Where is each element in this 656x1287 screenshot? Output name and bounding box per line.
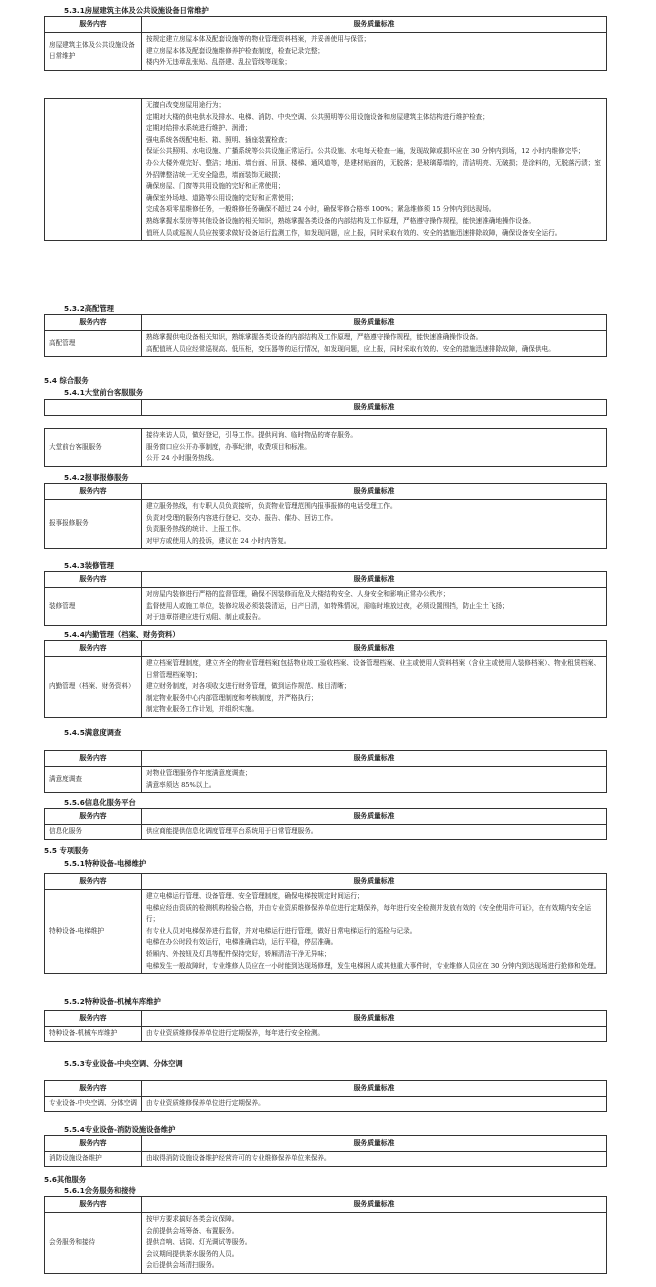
table-5-4-1 <box>44 399 607 416</box>
row-standard <box>142 825 607 840</box>
standard-line: 确保房屋、门窗等共用设施的完好和正常使用； <box>146 182 285 191</box>
standard-line: 服务窗口应公开办事制度，办事纪律，收费项目和标准。 <box>146 442 311 451</box>
table-header-row <box>45 809 607 825</box>
table-row <box>45 331 607 357</box>
row-standard <box>142 1213 607 1274</box>
standard-line: 电梯应经由资质的检测机构检验合格，并由专业资质维修保养单位进行定期保养，每年进行安全检测并发放有效的《安全使用许可证》，在有效期内安全运行； <box>146 903 592 924</box>
standard-line: 楼内外无违章乱张贴、乱搭建、乱拉管线等现象； <box>146 58 292 67</box>
standard-line: 公开 24 小时服务热线。 <box>146 454 218 463</box>
section-heading-5-4-5: 5.4.5满意度调查 <box>64 728 122 737</box>
header-service-content: 服务内容 <box>45 751 142 767</box>
table-row <box>45 1027 607 1042</box>
standard-line: 确保室外场地、道路等公用设施的完好和正常使用； <box>146 193 298 202</box>
header-service-content: 服务内容 <box>45 17 142 33</box>
row-label: 消防设施设备维护 <box>45 1152 142 1167</box>
table-row <box>45 1213 607 1274</box>
section-heading-5-4-4: 5.4.4内勤管理（档案、财务资料） <box>64 630 180 639</box>
section-heading-5-4-1: 5.4.1大堂前台客服服务 <box>64 388 144 397</box>
header-service-content <box>45 400 142 416</box>
table-5-5-3 <box>44 1080 607 1112</box>
standard-line: 会前提供会场筹备、布置服务。 <box>146 1226 239 1235</box>
header-service-standard: 服务质量标准 <box>142 315 607 331</box>
standard-line: 熟练掌握供电设备相关知识，熟练掌握各类设备的内部结构及工作原理，严格遵守操作规程，能快速准确操作设备。 <box>146 333 483 341</box>
header-service-content: 服务内容 <box>45 874 142 890</box>
section-heading-5-6-1: 5.6.1会务服务和接待 <box>64 1186 136 1195</box>
section-heading-5-3-2: 5.3.2高配管理 <box>64 304 114 313</box>
table-row <box>45 767 607 793</box>
row-label: 特种设备-电梯维护 <box>45 890 142 974</box>
row-label: 内勤管理（档案、财务资料） <box>45 657 142 718</box>
standard-line: 建立服务热线，有专职人员负责接听，负责物业管理范围内报事报修的电话受理工作。 <box>146 502 397 510</box>
standard-line: 建立电梯运行管理、设备管理、安全管理制度，确保电梯按规定时间运行； <box>146 892 364 900</box>
section-heading-5-5-3: 5.5.3专业设备-中央空调、分体空调 <box>64 1059 183 1068</box>
row-standard <box>142 331 607 357</box>
row-standard <box>142 33 607 71</box>
header-service-standard: 服务质量标准 <box>142 874 607 890</box>
row-standard <box>142 1152 607 1167</box>
standard-line: 由取得消防设施设备维护经营许可的专业维修保养单位来保养。 <box>146 1154 331 1162</box>
standard-line: 无擅自改变房屋用途行为； <box>146 101 226 109</box>
row-standard <box>142 588 607 626</box>
table-row <box>45 588 607 626</box>
row-standard <box>142 1097 607 1112</box>
table-5-4-1-body <box>44 428 607 467</box>
header-service-content: 服务内容 <box>45 1081 142 1097</box>
standard-line: 完成各项零星维修任务，一般维修任务确保不超过 24 小时，确保零修合格率 100%；紧急维修须 15 分钟内到达现场。 <box>146 205 496 214</box>
table-header-row <box>45 1011 607 1027</box>
standard-line: 对房屋内装修进行严格的监督管理，确保不因装修而危及大楼结构安全、人身安全和影响正常办公秩序； <box>146 590 450 598</box>
standard-line: 按甲方要求搞好各类会议保障。 <box>146 1215 239 1223</box>
standard-line: 高配值班人员应经常巡视高、低压柜，变压器等的运行情况，如发现问题，应上报，同时采取有效的、安全的措施迅速排除故障，确保供电。 <box>146 344 555 353</box>
table-header-row <box>45 1136 607 1152</box>
row-label: 装修管理 <box>45 588 142 626</box>
standard-line: 建立财务制度，对各项收支进行财务管理，做到运作规范、账目清晰； <box>146 682 351 691</box>
table-5-4-3 <box>44 571 607 626</box>
table-header-row <box>45 17 607 33</box>
standard-line: 建立档案管理制度，建立齐全的物业管理档案[包括物业竣工验收档案、设备管理档案、业主或使用人资料档案（含业主或使用人装修档案）、物业租赁档案、日常管理档案等]； <box>146 659 601 679</box>
standard-line: 制定物业服务中心内部管理制度和考核制度，并严格执行； <box>146 693 318 702</box>
header-service-content: 服务内容 <box>45 641 142 657</box>
header-service-standard: 服务质量标准 <box>142 1011 607 1027</box>
table-header-row <box>45 641 607 657</box>
standard-line: 定期对给排水系统进行维护、润滑； <box>146 124 252 133</box>
standard-line: 供应商能提供信息化调度管理平台系统用于日常管理服务。 <box>146 827 318 835</box>
table-5-4-4 <box>44 640 607 718</box>
table-header-row <box>45 572 607 588</box>
standard-line: 保证公共照明、水电设施、广播系统等公共设施正常运行。公共设施、水电每天检查一遍，发现故障或损坏应在 30 分钟内到场，12 小时内维修完毕； <box>146 147 585 156</box>
row-standard <box>142 1027 607 1042</box>
standard-line: 办公大楼外观完好、整洁；地面、墙台面、吊顶、楼梯、通风道等，是建材贴面的，无脱落；是玻璃幕墙的，清洁明亮、无破损；是涂料的，无脱落污渍；室外招牌整洁统一无安全隐患，墙面装饰无破损； <box>146 158 601 179</box>
table-row <box>45 33 607 71</box>
standard-line: 会后提供会场清扫服务。 <box>146 1261 219 1270</box>
standard-line: 对物业管理服务作年度满意度调查； <box>146 769 252 777</box>
standard-line: 建立房屋本体及配套设施维修养护检查制度，检查记录完整； <box>146 46 325 55</box>
section-heading-5-5-6: 5.5.6信息化服务平台 <box>64 798 136 807</box>
standard-line: 满意率须达 85%以上。 <box>146 780 216 789</box>
header-service-standard: 服务质量标准 <box>142 1136 607 1152</box>
standard-line: 会议期间提供茶水服务的人员。 <box>146 1249 239 1258</box>
table-5-5-6 <box>44 808 607 840</box>
standard-line: 电梯在办公时段有效运行，电梯准确启动，运行平稳，停层准确。 <box>146 938 338 947</box>
row-standard <box>142 500 607 549</box>
section-heading-5-6: 5.6其他服务 <box>44 1175 87 1184</box>
table-5-3-1-continued <box>44 98 607 241</box>
table-row <box>45 99 607 241</box>
standard-line: 提供音响、话筒、灯光调试等服务。 <box>146 1238 252 1247</box>
table-row <box>45 1097 607 1112</box>
table-header-row <box>45 1081 607 1097</box>
standard-line: 对甲方或使用人的投诉，建议在 24 小时内答复。 <box>146 536 291 545</box>
section-heading-5-5-4: 5.5.4专业设备-消防设施设备维护 <box>64 1125 176 1134</box>
row-label: 专业设备-中央空调、分体空调 <box>45 1097 142 1112</box>
standard-line: 定期对大楼的供电供水及排水、电梯、消防、中央空调、公共照明等公用设施设备和房屋建筑主体结构进行维护检查； <box>146 112 489 121</box>
row-standard <box>142 890 607 974</box>
header-service-standard: 服务质量标准 <box>142 1197 607 1213</box>
row-label: 会务服务和接待 <box>45 1213 142 1274</box>
row-label: 高配管理 <box>45 331 142 357</box>
header-service-standard: 服务质量标准 <box>142 641 607 657</box>
header-service-content: 服务内容 <box>45 1197 142 1213</box>
header-service-content: 服务内容 <box>45 315 142 331</box>
row-label: 大堂前台客服服务 <box>45 429 142 467</box>
header-service-standard: 服务质量标准 <box>142 572 607 588</box>
table-row <box>45 429 607 467</box>
table-row <box>45 825 607 840</box>
table-header-row <box>45 484 607 500</box>
table-5-4-5 <box>44 750 607 793</box>
table-row <box>45 657 607 718</box>
table-5-5-4 <box>44 1135 607 1167</box>
row-label: 满意度调查 <box>45 767 142 793</box>
table-header-row <box>45 751 607 767</box>
standard-line: 强电系统各级配电柜、箱、照明、插座装置检查； <box>146 135 292 144</box>
header-service-content: 服务内容 <box>45 572 142 588</box>
table-row <box>45 1152 607 1167</box>
standard-line: 由专业资质维修保养单位进行定期保养。 <box>146 1099 265 1107</box>
table-5-5-1 <box>44 873 607 974</box>
table-5-5-2 <box>44 1010 607 1042</box>
standard-line: 轿厢内、外按钮及灯具等配件保持完好，轿厢清洁干净无异味； <box>146 949 331 958</box>
table-5-3-2 <box>44 314 607 357</box>
section-heading-5-5-1: 5.5.1特种设备-电梯维护 <box>64 859 147 868</box>
header-service-standard: 服务质量标准 <box>142 1081 607 1097</box>
row-label: 房屋建筑主体及公共设施设备日常维护 <box>45 33 142 71</box>
row-standard <box>142 767 607 793</box>
section-heading-5-4: 5.4 综合服务 <box>44 376 89 385</box>
table-row <box>45 890 607 974</box>
table-header-row <box>45 315 607 331</box>
standard-line: 按规定建立房屋本体及配套设施等的物业管理资料档案，并妥善使用与保管； <box>146 35 371 43</box>
section-heading-5-5: 5.5 专项服务 <box>44 846 89 855</box>
table-header-row <box>45 400 607 416</box>
header-service-standard: 服务质量标准 <box>142 400 607 416</box>
row-label <box>45 99 142 241</box>
section-heading-5-3-1: 5.3.1房屋建筑主体及公共设施设备日常维护 <box>64 6 209 15</box>
header-service-standard: 服务质量标准 <box>142 809 607 825</box>
table-5-3-1 <box>44 16 607 71</box>
row-label: 报事报修服务 <box>45 500 142 549</box>
header-service-standard: 服务质量标准 <box>142 17 607 33</box>
standard-line: 由专业资质维修保养单位进行定期保养，每年进行安全检测。 <box>146 1029 325 1037</box>
standard-line: 有专业人员对电梯保养进行监督，并对电梯运行进行管理，做好日常电梯运行的巡检与记录。 <box>146 926 417 935</box>
standard-line: 对于违章搭建应进行劝阻、制止或报告。 <box>146 613 265 622</box>
standard-line: 制定物业服务工作计划，并组织实施。 <box>146 705 259 714</box>
row-standard <box>142 657 607 718</box>
standard-line: 值班人员或巡视人员应按要求做好设备运行监测工作，如发现问题，应上报，同时采取有效的、安全的措施迅速排除故障，确保设备安全运行。 <box>146 228 562 237</box>
standard-line: 负责服务热线的统计、上报工作。 <box>146 525 245 534</box>
table-header-row <box>45 1197 607 1213</box>
standard-line: 电梯发生一般故障时，专业维修人员应在一小时能到达现场修理，发生电梯困人或其他重大事件时，专业维修人员应在 30 分钟内到达现场进行抢修和处理。 <box>146 961 601 970</box>
section-heading-5-5-2: 5.5.2特种设备-机械车库维护 <box>64 997 161 1006</box>
table-5-6-1 <box>44 1196 607 1274</box>
table-row <box>45 500 607 549</box>
header-service-standard: 服务质量标准 <box>142 484 607 500</box>
standard-line: 监督使用人或施工单位，装修垃圾必须装袋清运，日产日清，如特殊情况，需临时堆放过夜，必须设置围挡，防止尘土飞扬； <box>146 601 509 610</box>
header-service-content: 服务内容 <box>45 484 142 500</box>
header-service-content: 服务内容 <box>45 1136 142 1152</box>
table-5-4-2 <box>44 483 607 549</box>
section-heading-5-4-3: 5.4.3装修管理 <box>64 561 114 570</box>
standard-line: 熟练掌握水泵房等其他设备设施的相关知识，熟练掌握各类设备的内部结构及工作原理，严格遵守操作规程，能快速准确地操作设备。 <box>146 216 536 225</box>
row-standard <box>142 429 607 467</box>
table-header-row <box>45 874 607 890</box>
header-service-content: 服务内容 <box>45 809 142 825</box>
header-service-content: 服务内容 <box>45 1011 142 1027</box>
row-label: 信息化服务 <box>45 825 142 840</box>
standard-line: 负责对受理的服务内容进行登记、交办、报告、催办、回访工作。 <box>146 513 338 522</box>
section-heading-5-4-2: 5.4.2报事报修服务 <box>64 473 129 482</box>
row-standard <box>142 99 607 241</box>
header-service-standard: 服务质量标准 <box>142 751 607 767</box>
row-label: 特种设备-机械车库维护 <box>45 1027 142 1042</box>
standard-line: 接待来访人员，做好登记，引导工作。提供问询、临时物品的寄存服务。 <box>146 431 357 439</box>
